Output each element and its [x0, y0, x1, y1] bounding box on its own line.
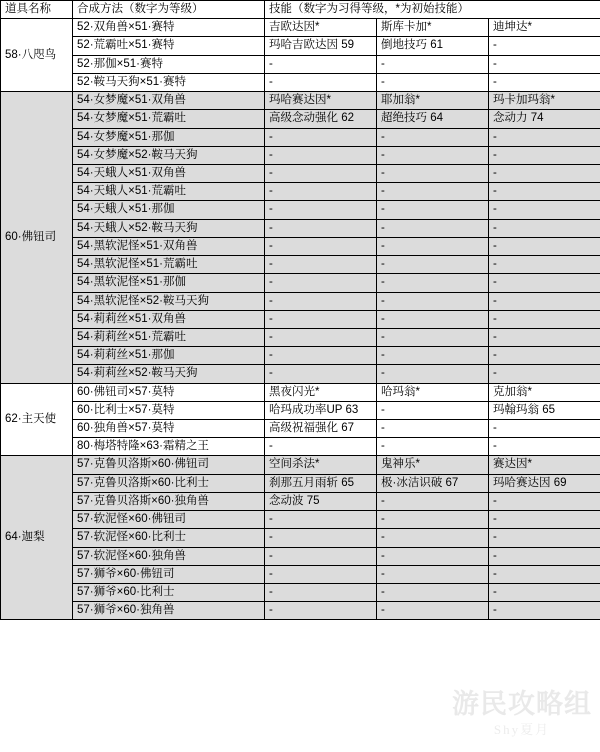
skill-cell: -	[489, 547, 600, 565]
table-row	[1, 73, 600, 91]
skill-cell: -	[265, 565, 377, 583]
fusion-method-cell: 54·女梦魔×51·双角兽	[73, 92, 265, 110]
table-row	[1, 420, 600, 438]
skill-cell: -	[265, 328, 377, 346]
skill-cell: -	[377, 292, 489, 310]
skill-cell: 超绝技巧 64	[377, 110, 489, 128]
skill-cell: -	[265, 183, 377, 201]
table-row	[1, 565, 600, 583]
skill-cell: -	[377, 438, 489, 456]
skill-cell: -	[265, 73, 377, 91]
skill-cell: -	[489, 420, 600, 438]
table-row	[1, 401, 600, 419]
skill-cell: -	[377, 237, 489, 255]
skill-cell: 空间杀法*	[265, 456, 377, 474]
watermark-main: 游民攻略组	[452, 689, 592, 719]
skill-cell: -	[489, 274, 600, 292]
skill-cell: -	[489, 128, 600, 146]
fusion-method-cell: 54·女梦魔×52·鞍马天狗	[73, 146, 265, 164]
table-row	[1, 146, 600, 164]
skill-cell: -	[489, 529, 600, 547]
skill-cell: 吉欧达因*	[265, 19, 377, 37]
skill-cell: -	[377, 73, 489, 91]
table-row	[1, 19, 600, 37]
table-row	[1, 110, 600, 128]
skill-cell: 黑夜闪光*	[265, 383, 377, 401]
watermark-sub: Shy夏月	[493, 722, 551, 737]
skill-cell: -	[377, 347, 489, 365]
table-row	[1, 529, 600, 547]
skill-cell: 赛达因*	[489, 456, 600, 474]
table-row	[1, 219, 600, 237]
skill-cell: -	[377, 547, 489, 565]
skill-cell: -	[265, 164, 377, 182]
fusion-method-cell: 52·荒霸吐×51·赛特	[73, 37, 265, 55]
skill-cell: -	[377, 529, 489, 547]
fusion-method-cell: 57·狮爷×60·独角兽	[73, 602, 265, 620]
fusion-method-cell: 60·独角兽×57·莫特	[73, 420, 265, 438]
table-row	[1, 292, 600, 310]
fusion-method-cell: 57·狮爷×60·佛钮司	[73, 565, 265, 583]
skill-cell: -	[489, 492, 600, 510]
skill-cell: -	[377, 164, 489, 182]
skill-cell: -	[377, 274, 489, 292]
header-item-name: 道具名称	[1, 1, 73, 19]
table-row	[1, 164, 600, 182]
skill-cell: 玛哈赛达因 69	[489, 474, 600, 492]
fusion-method-cell: 54·莉莉丝×51·荒霸吐	[73, 328, 265, 346]
table-row	[1, 256, 600, 274]
skill-cell: -	[489, 73, 600, 91]
skill-cell: -	[265, 219, 377, 237]
skill-cell: -	[377, 584, 489, 602]
skill-cell: -	[265, 438, 377, 456]
table-row	[1, 274, 600, 292]
skill-cell: -	[489, 55, 600, 73]
table-row	[1, 55, 600, 73]
table-row	[1, 456, 600, 474]
fusion-method-cell: 60·比利士×57·莫特	[73, 401, 265, 419]
skill-cell: -	[489, 365, 600, 383]
skill-cell: -	[377, 365, 489, 383]
skill-cell: -	[489, 438, 600, 456]
fusion-method-cell: 57·软泥怪×60·佛钮司	[73, 511, 265, 529]
table-row	[1, 328, 600, 346]
skill-cell: -	[265, 292, 377, 310]
fusion-method-cell: 80·梅塔特隆×63·霜精之王	[73, 438, 265, 456]
skill-cell: -	[489, 219, 600, 237]
table-row	[1, 201, 600, 219]
watermark	[452, 682, 592, 738]
skill-cell: -	[265, 146, 377, 164]
table-row	[1, 511, 600, 529]
table-row	[1, 584, 600, 602]
table-row	[1, 438, 600, 456]
skill-cell: -	[377, 310, 489, 328]
demon-name-cell: 60·佛钮司	[1, 92, 73, 384]
skill-cell: -	[377, 201, 489, 219]
table-row	[1, 347, 600, 365]
table-row	[1, 365, 600, 383]
skill-cell: -	[265, 365, 377, 383]
skill-cell: 哈玛成功率UP 63	[265, 401, 377, 419]
fusion-method-cell: 54·天蛾人×51·双角兽	[73, 164, 265, 182]
fusion-method-cell: 54·女梦魔×51·荒霸吐	[73, 110, 265, 128]
skill-cell: 克加翁*	[489, 383, 600, 401]
table-row	[1, 474, 600, 492]
skill-cell: 念动力 74	[489, 110, 600, 128]
fusion-method-cell: 54·女梦魔×51·那伽	[73, 128, 265, 146]
fusion-method-cell: 57·克鲁贝洛斯×60·独角兽	[73, 492, 265, 510]
skill-cell: -	[377, 328, 489, 346]
skill-cell: -	[265, 237, 377, 255]
skill-cell: -	[265, 347, 377, 365]
fusion-method-cell: 54·黑软泥怪×52·鞍马天狗	[73, 292, 265, 310]
header-fusion-method: 合成方法（数字为等级）	[73, 1, 265, 19]
skill-cell: -	[377, 511, 489, 529]
demon-name-cell: 64·迦梨	[1, 456, 73, 620]
fusion-method-cell: 52·鞍马天狗×51·赛特	[73, 73, 265, 91]
fusion-method-cell: 57·克鲁贝洛斯×60·比利士	[73, 474, 265, 492]
skill-cell: -	[489, 602, 600, 620]
skill-cell: -	[377, 146, 489, 164]
skill-cell: -	[489, 292, 600, 310]
fusion-method-cell: 52·双角兽×51·赛特	[73, 19, 265, 37]
demon-name-cell: 62·主天使	[1, 383, 73, 456]
skill-cell: -	[489, 256, 600, 274]
fusion-method-cell: 54·黑软泥怪×51·那伽	[73, 274, 265, 292]
fusion-method-cell: 52·那伽×51·赛特	[73, 55, 265, 73]
skill-cell: 哈玛翁*	[377, 383, 489, 401]
skill-cell: -	[377, 183, 489, 201]
skill-cell: -	[489, 511, 600, 529]
fusion-method-cell: 54·天蛾人×51·荒霸吐	[73, 183, 265, 201]
table-row	[1, 92, 600, 110]
table-row	[1, 183, 600, 201]
skill-cell: 高级祝福强化 67	[265, 420, 377, 438]
table-row	[1, 492, 600, 510]
skill-cell: -	[489, 146, 600, 164]
skill-cell: -	[377, 219, 489, 237]
skill-cell: 鬼神乐*	[377, 456, 489, 474]
skill-cell: -	[265, 256, 377, 274]
skill-cell: -	[377, 401, 489, 419]
fusion-method-cell: 54·黑软泥怪×51·荒霸吐	[73, 256, 265, 274]
skill-cell: 倒地技巧 61	[377, 37, 489, 55]
skill-cell: 高级念动强化 62	[265, 110, 377, 128]
skill-cell: -	[489, 183, 600, 201]
skill-cell: -	[265, 274, 377, 292]
skill-cell: -	[265, 310, 377, 328]
skill-cell: 玛哈吉欧达因 59	[265, 37, 377, 55]
table-row	[1, 37, 600, 55]
fusion-method-cell: 57·软泥怪×60·独角兽	[73, 547, 265, 565]
skill-cell: -	[377, 420, 489, 438]
skill-cell: -	[377, 602, 489, 620]
fusion-method-cell: 54·莉莉丝×51·那伽	[73, 347, 265, 365]
skill-cell: 斯库卡加*	[377, 19, 489, 37]
fusion-method-cell: 57·狮爷×60·比利士	[73, 584, 265, 602]
skill-cell: -	[377, 565, 489, 583]
skill-cell: -	[489, 237, 600, 255]
skill-cell: -	[265, 529, 377, 547]
skill-cell: -	[265, 201, 377, 219]
header-skills: 技能（数字为习得等级，*为初始技能）	[265, 1, 600, 19]
skill-cell: -	[265, 55, 377, 73]
skill-cell: -	[489, 164, 600, 182]
skill-cell: -	[265, 602, 377, 620]
fusion-method-cell: 54·天蛾人×52·鞍马天狗	[73, 219, 265, 237]
table-row	[1, 237, 600, 255]
skill-cell: -	[489, 565, 600, 583]
skill-cell: -	[265, 584, 377, 602]
skill-cell: -	[377, 128, 489, 146]
fusion-method-cell: 54·莉莉丝×51·双角兽	[73, 310, 265, 328]
skill-cell: 极·冰洁识破 67	[377, 474, 489, 492]
skill-cell: 耶加翁*	[377, 92, 489, 110]
skill-cell: -	[265, 511, 377, 529]
fusion-method-cell: 54·天蛾人×51·那伽	[73, 201, 265, 219]
skill-cell: 玛哈赛达因*	[265, 92, 377, 110]
skill-cell: 刹那五月雨斩 65	[265, 474, 377, 492]
fusion-method-cell: 60·佛钮司×57·莫特	[73, 383, 265, 401]
table-row	[1, 383, 600, 401]
skill-cell: -	[489, 328, 600, 346]
skill-cell: 迪坤达*	[489, 19, 600, 37]
table-header	[1, 1, 600, 19]
skill-cell: 念动波 75	[265, 492, 377, 510]
skill-cell: -	[489, 201, 600, 219]
fusion-method-cell: 54·黑软泥怪×51·双角兽	[73, 237, 265, 255]
header-row	[1, 1, 600, 19]
table-row	[1, 602, 600, 620]
demon-name-cell: 58·八咫鸟	[1, 19, 73, 92]
skill-cell: -	[265, 547, 377, 565]
skill-cell: -	[489, 37, 600, 55]
skill-cell: -	[489, 347, 600, 365]
fusion-method-cell: 54·莉莉丝×52·鞍马天狗	[73, 365, 265, 383]
table-row	[1, 310, 600, 328]
skill-cell: -	[377, 256, 489, 274]
table-body	[1, 19, 600, 620]
fusion-method-cell: 57·克鲁贝洛斯×60·佛钮司	[73, 456, 265, 474]
skill-cell: -	[377, 492, 489, 510]
skill-cell: -	[377, 55, 489, 73]
skill-cell: 玛卡加玛翁*	[489, 92, 600, 110]
table-row	[1, 547, 600, 565]
skill-cell: -	[265, 128, 377, 146]
skill-cell: 玛翰玛翁 65	[489, 401, 600, 419]
skill-cell: -	[489, 584, 600, 602]
table-row	[1, 128, 600, 146]
skill-cell: -	[489, 310, 600, 328]
fusion-method-cell: 57·软泥怪×60·比利士	[73, 529, 265, 547]
